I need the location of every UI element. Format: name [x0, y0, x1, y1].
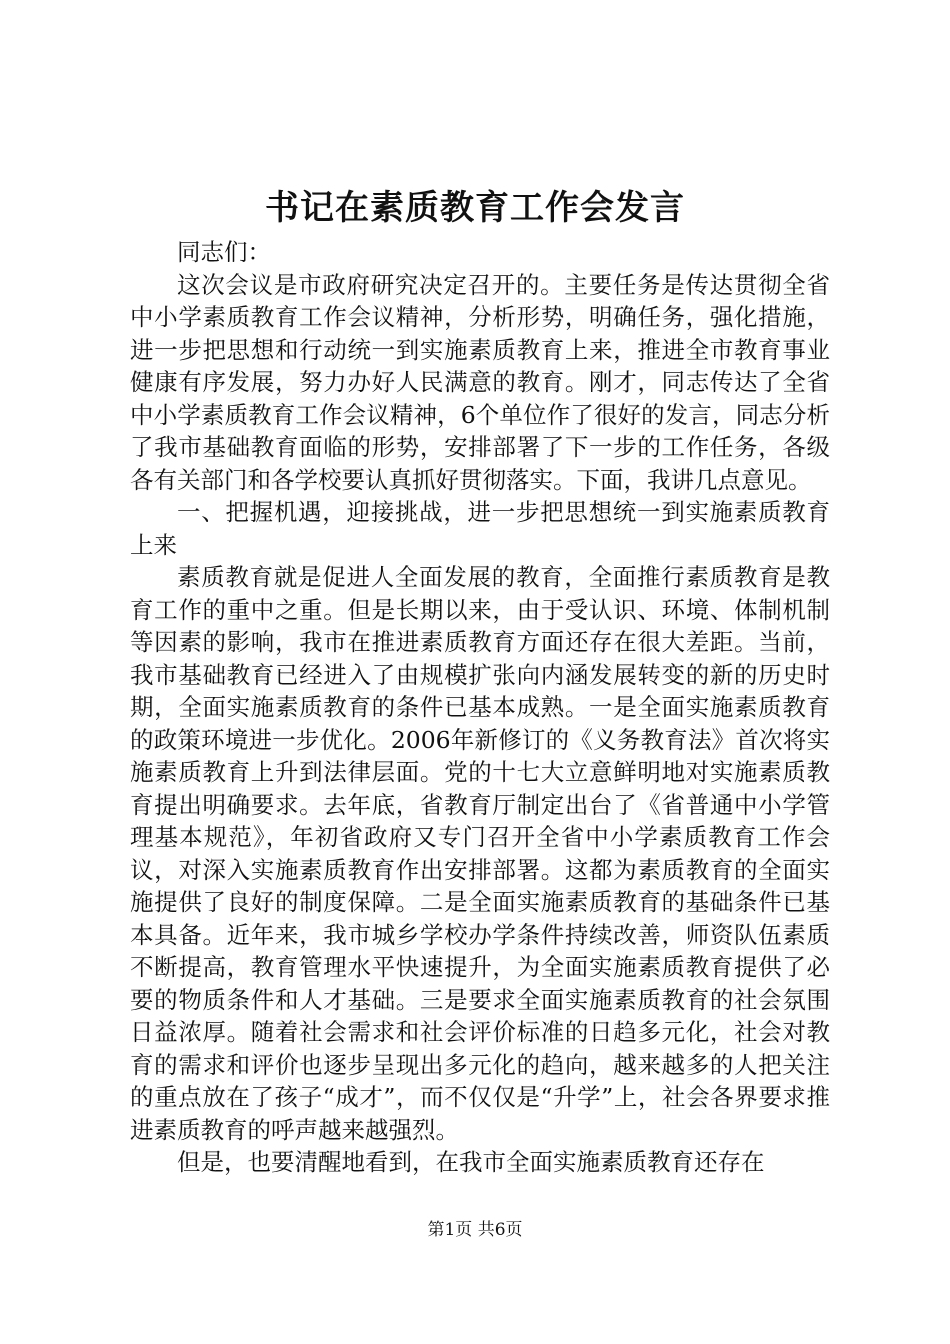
body-paragraph: 素质教育就是促进人全面发展的教育，全面推行素质教育是教育工作的重中之重。但是长期以来，由于受认识、环境、体制机制等因素的影响，我市在推进素质教育方面还存在很大差距。当前，我市基础教育已经进入了由规模扩张向内涵发展转变的新的历史时期，全面实施素质教育的条件已基本成熟。一是全面实施素质教育的政策环境进一步优化。2006年新修订的《义务教育法》首次将实施素质教育上升到法律层面。党的十七大立意鲜明地对实施素质教育提出明确要求。去年底，省教育厅制定出台了《省普通中小学管理基本规范》，年初省政府又专门召开全省中小学素质教育工作会议，对深入实施素质教育作出安排部署。这都为素质教育的全面实施提供了良好的制度保障。二是全面实施素质教育的基础条件已基本具备。近年来，我市城乡学校办学条件持续改善，师资队伍素质不断提高，教育管理水平快速提升，为全面实施素质教育提供了必要的物质条件和人才基础。三是要求全面实施素质教育的社会氛围日益浓厚。随着社会需求和社会评价标准的日趋多元化，社会对教育的需求和评价也逐步呈现出多元化的趋向，越来越多的人把关注的重点放在了孩子“成才”，而不仅仅是“升学”上，社会各界要求推进素质教育的呼声越来越强烈。 [130, 563, 830, 1144]
salutation-paragraph: 同志们： [177, 238, 271, 266]
page-footer: 第1页 共6页 [427, 1220, 523, 1240]
section-heading: 一、把握机遇，迎接挑战，进一步把思想统一到实施素质教育上来 [130, 498, 830, 559]
document-title: 书记在素质教育工作会发言 [265, 188, 685, 228]
body-paragraph: 但是，也要清醒地看到，在我市全面实施素质教育还存在 [177, 1148, 765, 1176]
document-body [130, 236, 830, 1179]
intro-paragraph: 这次会议是市政府研究决定召开的。主要任务是传达贯彻全省中小学素质教育工作会议精神，分析形势，明确任务，强化措施，进一步把思想和行动统一到实施素质教育上来，推进全市教育事业健康有序发展，努力办好人民满意的教育。刚才，同志传达了全省中小学素质教育工作会议精神，6个单位作了很好的发言，同志分析了我市基础教育面临的形势，安排部署了下一步的工作任务，各级各有关部门和各学校要认真抓好贯彻落实。下面，我讲几点意见。 [130, 270, 830, 494]
